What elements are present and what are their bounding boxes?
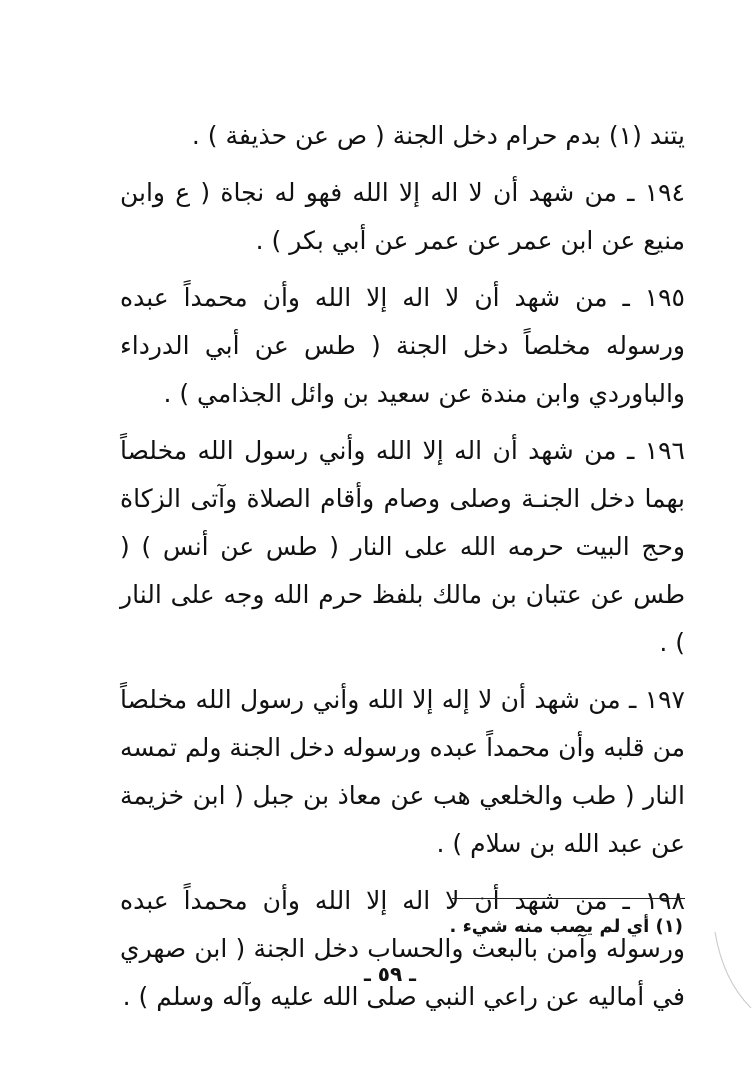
hadith-195: ١٩٥ ـ من شهد أن لا اله إلا الله وأن محمداً عبده ورسوله مخلصاً دخل الجنة ( طس عن أبي الدرداء والباوردي وابن مندة عن سعيد بن وائل الجذامي ) . (120, 283, 685, 408)
footnote: (١) أي لم يصب منه شيء . (449, 916, 683, 937)
page-number: ـ ٥٩ ـ (363, 962, 417, 986)
hadith-197: ١٩٧ ـ من شهد أن لا إله إلا الله وأني رسول الله مخلصاً من قلبه وأن محمداً عبده ورسوله دخل الجنة ولم تمسه النار ( طب والخلعي هب عن معاذ بن جبل ( ابن خزيمة عن عبد الله بن سلام ) . (120, 685, 685, 858)
hadith-198: ١٩٨ ـ من شهد أن لا اله إلا الله وأن محمداً عبده ورسوله وآمن بالبعث والحساب دخل الجنة ( ابن صهري في أماليه عن راعي النبي صلى الله عليه وآله وسلم ) . (120, 886, 685, 1011)
hadith-194: ١٩٤ ـ من شهد أن لا اله إلا الله فهو له نجاة ( ع وابن منيع عن ابن عمر عن عمر عن أبي بكر ) . (120, 178, 685, 255)
main-text (120, 112, 685, 1021)
page-edge-curl (713, 930, 753, 1010)
paragraph-continuation: يتند (١) بدم حرام دخل الجنة ( ص عن حذيفة ) . (191, 121, 685, 150)
footnote-separator (452, 898, 685, 899)
hadith-196: ١٩٦ ـ من شهد أن اله إلا الله وأني رسول الله مخلصاً بهما دخل الجنـة وصلى وصام وأقام الصلاة وآتى الزكاة وحج البيت حرمه الله على النار ( طس عن أنس ) ( طس عن عتبان بن مالك بلفظ حرم الله وجه على النار ) . (120, 436, 685, 657)
